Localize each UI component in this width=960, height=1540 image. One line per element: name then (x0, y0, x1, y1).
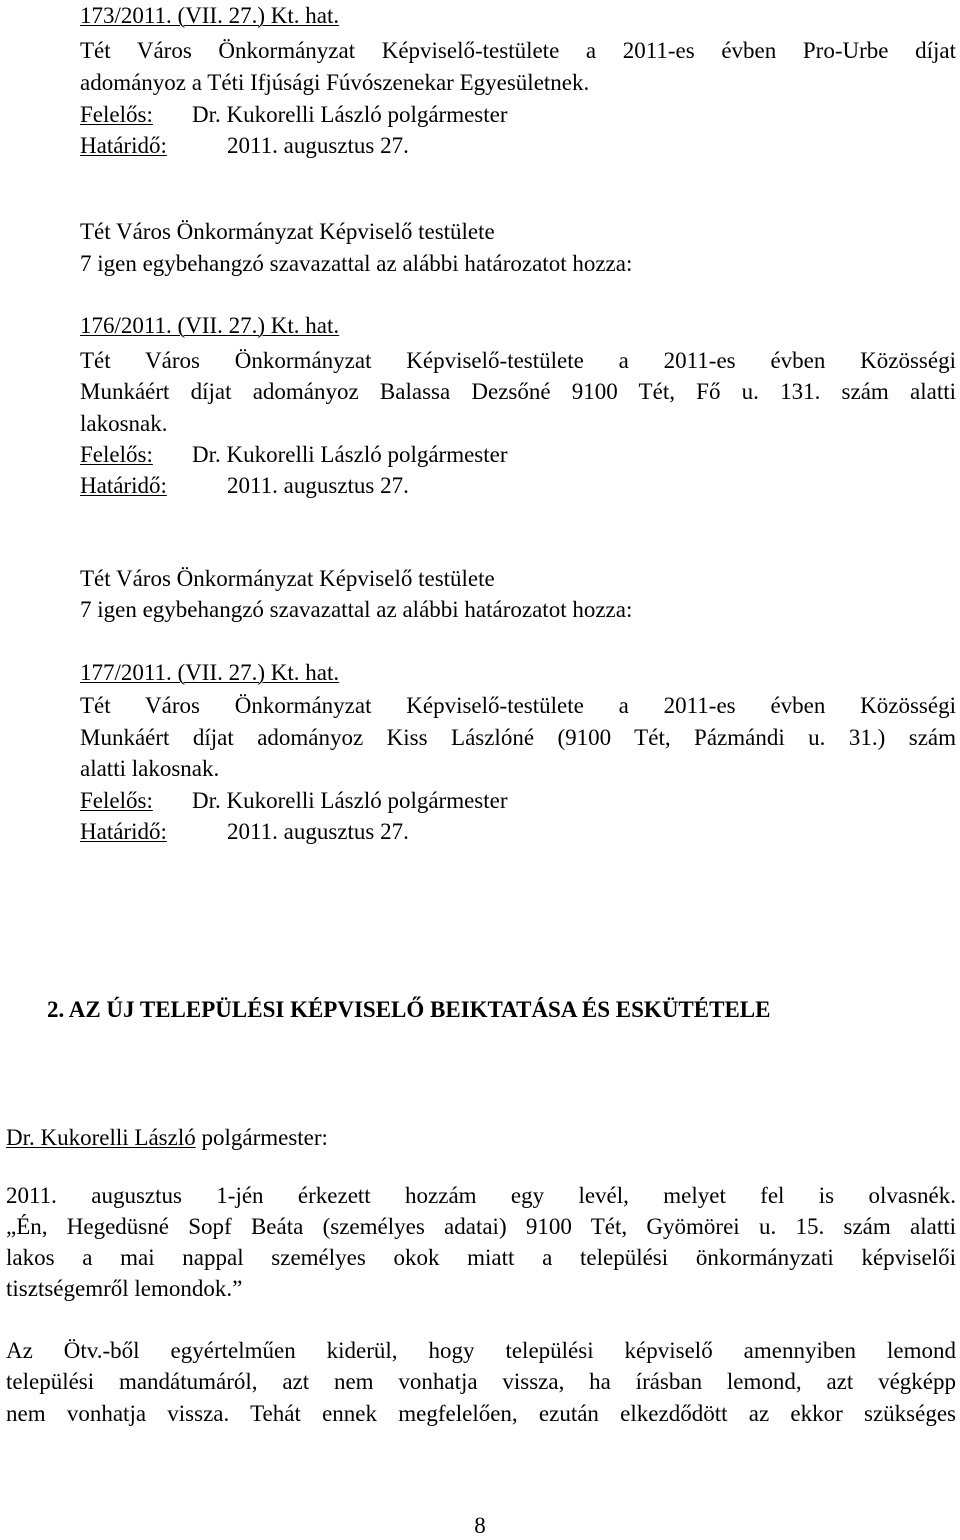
hatarido-value: 2011. augusztus 27. (227, 473, 409, 498)
vote-body-line: Tét Város Önkormányzat Képviselő testülete (80, 566, 495, 591)
paragraph-line: Az Ötv.-ből egyértelműen kiderül, hogy települési képviselő amennyiben lemond (6, 1338, 956, 1363)
paragraph-line: lakos a mai nappal személyes okok miatt a települési önkormányzati képviselői (6, 1245, 956, 1270)
resolution-177-body-line: Tét Város Önkormányzat Képviselő-testülete a 2011-es évben Közösségi (80, 693, 956, 718)
vote-body-line: 7 igen egybehangzó szavazattal az alábbi határozatot hozza: (80, 597, 633, 622)
resolution-173-number: 173/2011. (VII. 27.) Kt. hat. (80, 3, 340, 28)
paragraph-line: „Én, Hegedüsné Sopf Beáta (személyes adatai) 9100 Tét, Gyömörei u. 15. szám alatti (6, 1214, 956, 1239)
felelos-label: Felelős: (80, 442, 153, 467)
hatarido-label: Határidő: (80, 819, 167, 844)
speaker-line (6, 1124, 328, 1152)
felelos-value: Dr. Kukorelli László polgármester (192, 442, 508, 467)
hatarido-label: Határidő: (80, 133, 167, 158)
resolution-177-body-line: Munkáért díjat adományoz Kiss Lászlóné (9100 Tét, Pázmándi u. 31.) szám (80, 725, 956, 750)
resolution-177-body-line: alatti lakosnak. (80, 756, 220, 781)
resolution-176-hatarido (80, 472, 409, 500)
page-number: 8 (474, 1513, 486, 1538)
paragraph-line: nem vonhatja vissza. Tehát ennek megfelelően, ezután elkezdődött az ekkor szükséges (6, 1401, 956, 1426)
resolution-176-felelos (80, 441, 508, 469)
hatarido-label: Határidő: (80, 473, 167, 498)
resolution-173-felelos (80, 101, 508, 129)
hatarido-value: 2011. augusztus 27. (227, 133, 409, 158)
vote-body-line: Tét Város Önkormányzat Képviselő testülete (80, 219, 495, 244)
speaker-name: Dr. Kukorelli László (6, 1125, 196, 1150)
resolution-176-body-line: lakosnak. (80, 411, 168, 436)
felelos-value: Dr. Kukorelli László polgármester (192, 788, 508, 813)
resolution-177-hatarido (80, 818, 409, 846)
felelos-label: Felelős: (80, 788, 153, 813)
hatarido-value: 2011. augusztus 27. (227, 819, 409, 844)
paragraph-line: települési mandátumáról, azt nem vonhatja vissza, ha írásban lemond, azt végképp (6, 1369, 956, 1394)
speaker-role: polgármester: (195, 1125, 328, 1150)
paragraph-line: tisztségemről lemondok.” (6, 1276, 243, 1301)
resolution-176-body-line: Tét Város Önkormányzat Képviselő-testülete a 2011-es évben Közösségi (80, 348, 956, 373)
resolution-173-hatarido (80, 132, 409, 160)
resolution-173-body-line: adományoz a Téti Ifjúsági Fúvószenekar Egyesületnek. (80, 70, 590, 95)
resolution-177-felelos (80, 787, 508, 815)
resolution-177-number: 177/2011. (VII. 27.) Kt. hat. (80, 660, 340, 685)
paragraph-line: 2011. augusztus 1-jén érkezett hozzám egy levél, melyet fel is olvasnék. (6, 1183, 956, 1208)
felelos-value: Dr. Kukorelli László polgármester (192, 102, 508, 127)
felelos-label: Felelős: (80, 102, 153, 127)
resolution-176-number: 176/2011. (VII. 27.) Kt. hat. (80, 313, 340, 338)
resolution-173-body-line: Tét Város Önkormányzat Képviselő-testülete a 2011-es évben Pro-Urbe díjat (80, 38, 956, 63)
vote-body-line: 7 igen egybehangzó szavazattal az alábbi határozatot hozza: (80, 251, 633, 276)
resolution-176-body-line: Munkáért díjat adományoz Balassa Dezsőné 9100 Tét, Fő u. 131. szám alatti (80, 379, 956, 404)
section-heading: 2. AZ ÚJ TELEPÜLÉSI KÉPVISELŐ BEIKTATÁSA ÉS ESKÜTÉTELE (47, 997, 771, 1022)
